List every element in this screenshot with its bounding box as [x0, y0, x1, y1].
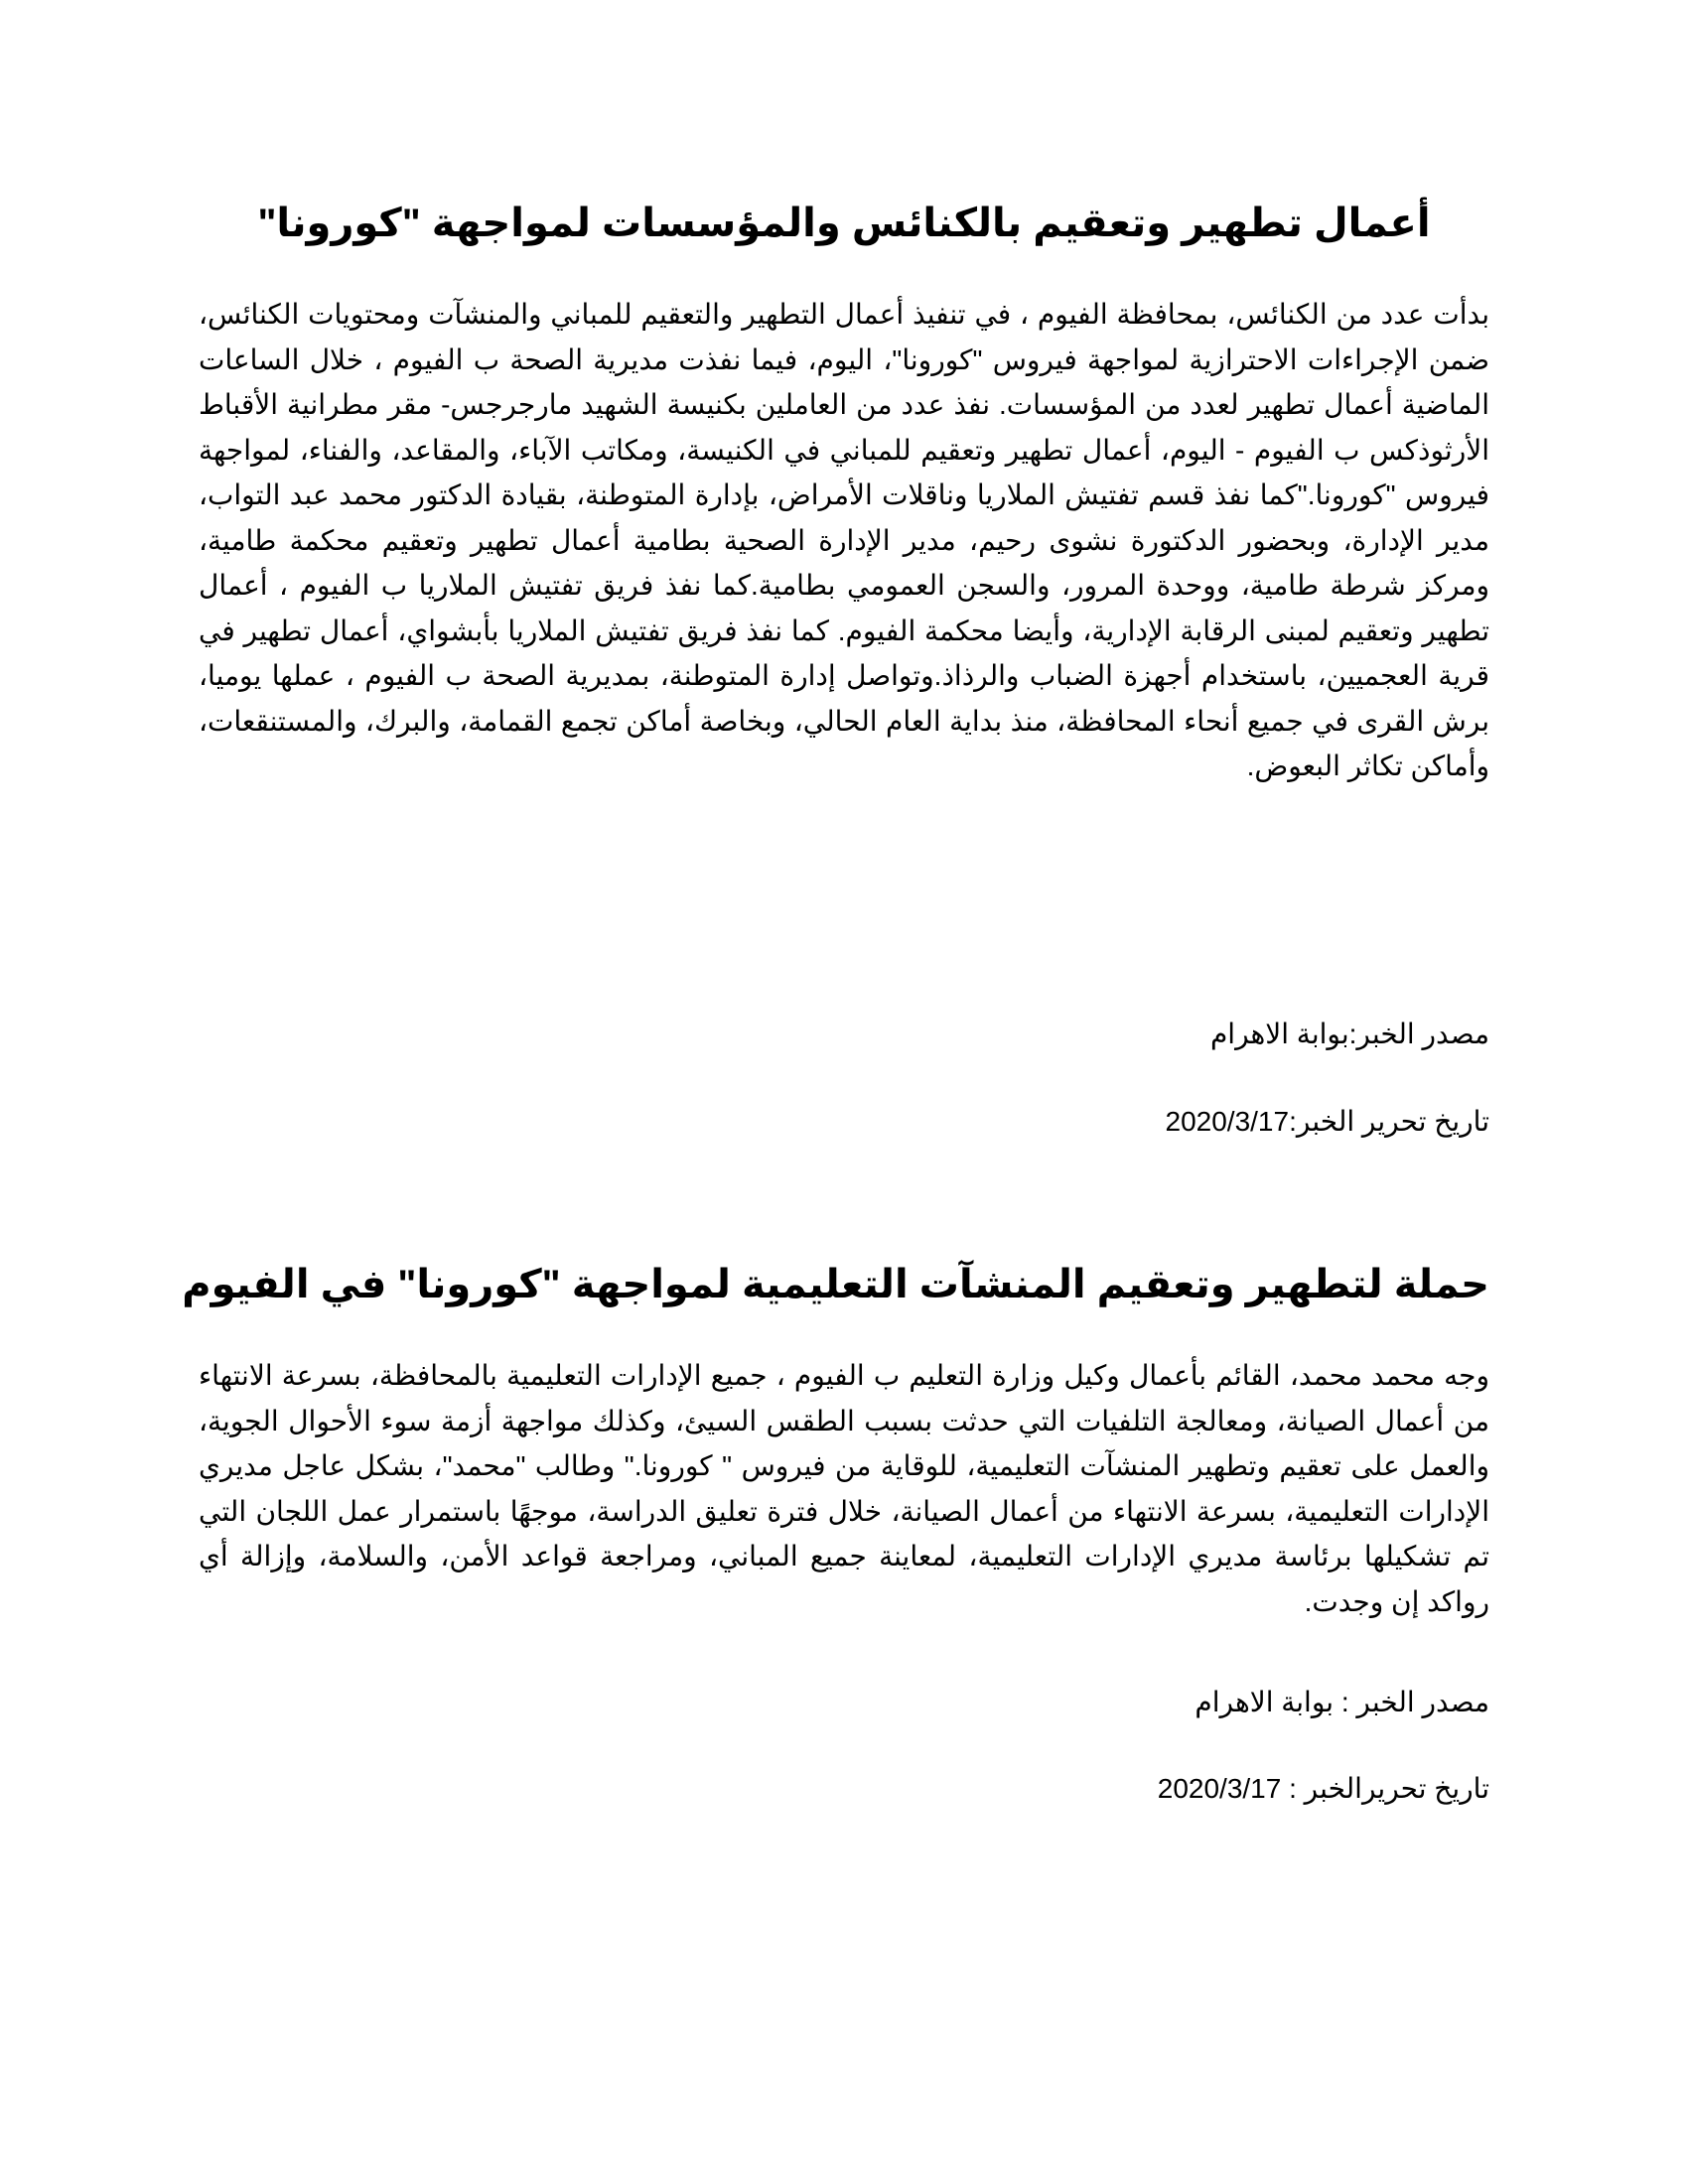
article-source: مصدر الخبر:بوابة الاهرام	[1209, 1019, 1489, 1049]
article-title: حملة لتطهير وتعقيم المنشآت التعليمية لمواجهة "كورونا" في الفيوم	[182, 1263, 1489, 1306]
article-date: تاريخ تحريرالخبر : 2020/3/17	[1157, 1773, 1489, 1804]
article-body: وجه محمد محمد، القائم بأعمال وكيل وزارة التعليم ب الفيوم ، جميع الإدارات التعليمية بالمحافظة، بسرعة الانتهاء من أعمال الصيانة، ومعالجة التلفيات التي حدثت بسبب الطقس السيئ، وكذلك مواجهة أزمة سوء الأحوال الجوية، والعمل على تعقيم وتطهير المنشآت التعليمية، للوقاية من فيروس " كورونا." وطالب "محمد"، بشكل عاجل مديري الإدارات التعليمية، بسرعة الانتهاء من أعمال الصيانة، خلال فترة تعليق الدراسة، موجهًا باستمرار عمل اللجان التي تم تشكيلها برئاسة مديري الإدارات التعليمية، لمعاينة جميع المباني، ومراجعة قواعد الأمن، والسلامة، وإزالة أي رواكد إن وجدت.	[199, 1360, 1489, 1617]
article-body: بدأت عدد من الكنائس، بمحافظة الفيوم ، في تنفيذ أعمال التطهير والتعقيم للمباني والمنشآت ومحتويات الكنائس، ضمن الإجراءات الاحترازية لمواجهة فيروس "كورونا"، اليوم، فيما نفذت مديرية الصحة ب الفيوم ، خلال الساعات الماضية أعمال تطهير لعدد من المؤسسات. نفذ عدد من العاملين بكنيسة الشهيد مارجرجس- مقر مطرانية الأقباط الأرثوذكس ب الفيوم - اليوم، أعمال تطهير وتعقيم للمباني في الكنيسة، ومكاتب الآباء، والمقاعد، والفناء، لمواجهة فيروس "كورونا."كما نفذ قسم تفتيش الملاريا وناقلات الأمراض، بإدارة المتوطنة، بقيادة الدكتور محمد عبد التواب، مدير الإدارة، وبحضور الدكتورة نشوى رحيم، مدير الإدارة الصحية بطامية أعمال تطهير وتعقيم محكمة طامية، ومركز شرطة طامية، ووحدة المرور، والسجن العمومي بطامية.كما نفذ فريق تفتيش الملاريا ب الفيوم ، أعمال تطهير وتعقيم لمبنى الرقابة الإدارية، وأيضا محكمة الفيوم. كما نفذ فريق تفتيش الملاريا بأبشواي، أعمال تطهير في قرية العجميين، باستخدام أجهزة الضباب والرذاذ.وتواصل إدارة المتوطنة، بمديرية الصحة ب الفيوم ، عملها يوميا، برش القرى في جميع أنحاء المحافظة، منذ بداية العام الحالي، وبخاصة أماكن تجمع القمامة، والبرك، والمستنقعات، وأماكن تكاثر البعوض.	[199, 299, 1489, 781]
article-title: أعمال تطهير وتعقيم بالكنائس والمؤسسات لمواجهة "كورونا"	[257, 202, 1431, 245]
article-source: مصدر الخبر : بوابة الاهرام	[1195, 1687, 1489, 1717]
article-date: تاريخ تحرير الخبر:2020/3/17	[1165, 1106, 1489, 1137]
